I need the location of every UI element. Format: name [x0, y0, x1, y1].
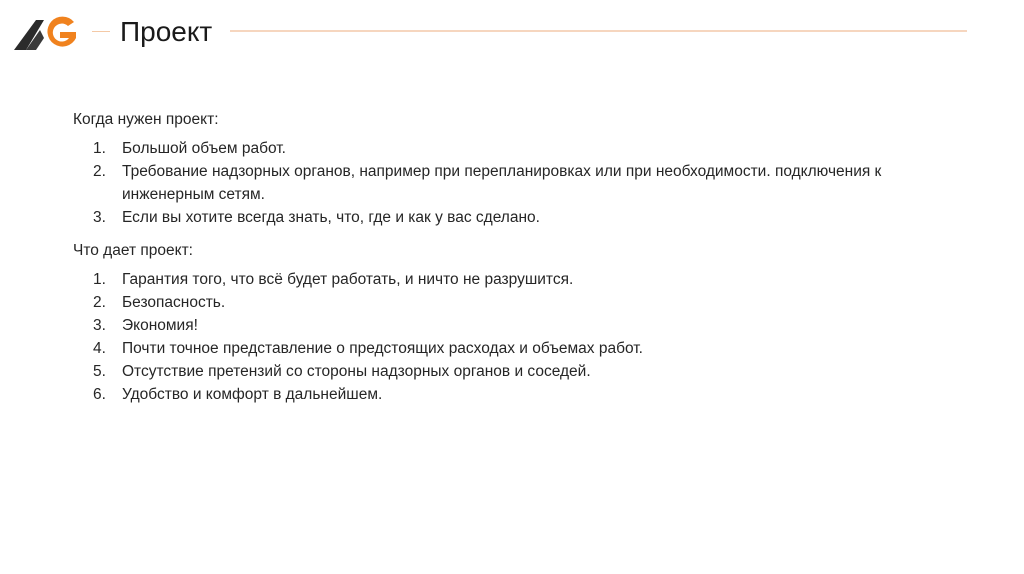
slide-header — [0, 0, 1024, 70]
list-number: 2. — [93, 163, 106, 180]
list-number: 4. — [93, 340, 106, 357]
list-text: Экономия! — [122, 317, 198, 334]
ag-logo-icon — [14, 12, 80, 52]
list-text: Большой объем работ. — [122, 140, 286, 157]
list-item — [73, 291, 953, 314]
numbered-list — [73, 137, 953, 229]
section-title: Что дает проект: — [73, 242, 193, 259]
list-text: Гарантия того, что всё будет работать, и ничто не разрушится. — [122, 271, 574, 288]
list-text: Требование надзорных органов, например при перепланировках или при необходимости. подключения к инженерным сетям. — [122, 163, 882, 203]
numbered-list — [73, 268, 953, 406]
header-divider-left — [92, 31, 110, 32]
list-number: 3. — [93, 317, 106, 334]
list-item — [73, 137, 953, 160]
list-item — [73, 337, 953, 360]
list-item — [73, 314, 953, 337]
list-text: Почти точное представление о предстоящих расходах и объемах работ. — [122, 340, 643, 357]
list-text: Удобство и комфорт в дальнейшем. — [122, 386, 383, 403]
header-divider-right — [230, 30, 967, 32]
list-number: 6. — [93, 386, 106, 403]
list-item — [73, 160, 882, 206]
list-item — [73, 360, 953, 383]
list-number: 5. — [93, 363, 106, 380]
list-text: Если вы хотите всегда знать, что, где и как у вас сделано. — [122, 209, 540, 226]
list-item — [73, 268, 953, 291]
list-text: Безопасность. — [122, 294, 226, 311]
list-number: 1. — [93, 271, 106, 288]
list-item — [73, 383, 953, 406]
section-title: Когда нужен проект: — [73, 111, 219, 128]
page-title: Проект — [120, 16, 213, 47]
section-when-needed — [73, 108, 953, 229]
list-number: 3. — [93, 209, 106, 226]
section-benefits — [73, 239, 953, 406]
list-text: Отсутствие претензий со стороны надзорных органов и соседей. — [122, 363, 591, 380]
list-number: 1. — [93, 140, 106, 157]
slide-content — [73, 108, 953, 416]
list-number: 2. — [93, 294, 106, 311]
list-item — [73, 206, 953, 229]
